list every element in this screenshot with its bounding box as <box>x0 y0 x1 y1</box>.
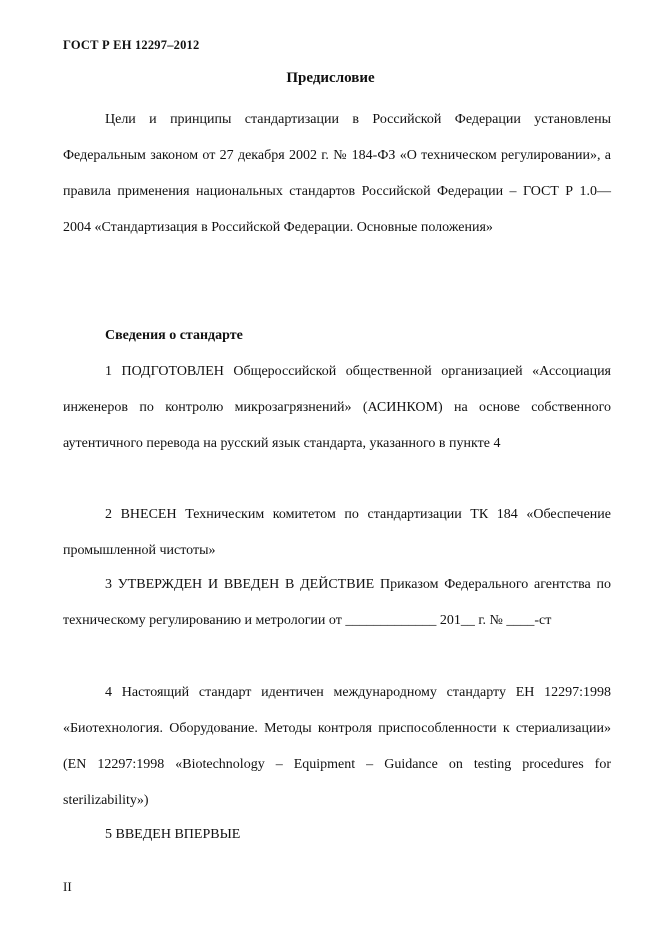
item-approved: 3 УТВЕРЖДЕН И ВВЕДЕН В ДЕЙСТВИЕ Приказом Федерального агентства по техническому регулированию и метрологии от _____________ 201__ г. № ____-ст <box>63 577 611 628</box>
item-identical-standard: 4 Настоящий стандарт идентичен международному стандарту ЕН 12297:1998 «Биотехнология. Оборудование. Методы контроля приспособленности к стериализации» (EN 12297:1998 «Biotechnology – Equipment – Guidance on testing procedures for sterilizability») <box>63 685 611 808</box>
item-submitted: 2 ВНЕСЕН Техническим комитетом по стандартизации ТК 184 «Обеспечение промышленной чистоты» <box>63 507 611 558</box>
intro-paragraph: Цели и принципы стандартизации в Российской Федерации установлены Федеральным законом от 27 декабря 2002 г. № 184-ФЗ «О техническом регулировании», а правила применения национальных стандартов Российской Федерации – ГОСТ Р 1.0—2004 «Стандартизация в Российской Федерации. Основные положения» <box>63 112 611 235</box>
item-introduced-first: 5 ВВЕДЕН ВПЕРВЫЕ <box>105 827 241 842</box>
section-heading: Сведения о стандарте <box>105 328 243 343</box>
item-prepared: 1 ПОДГОТОВЛЕН Общероссийской общественной организацией «Ассоциация инженеров по контролю микрозагрязнений» (АСИНКОМ) на основе собственного аутентичного перевода на русский язык стандарта, указанного в пункте 4 <box>63 364 611 451</box>
page-title: Предисловие <box>286 70 375 86</box>
document-code: ГОСТ Р ЕН 12297–2012 <box>63 38 200 52</box>
page-number: II <box>63 879 72 894</box>
